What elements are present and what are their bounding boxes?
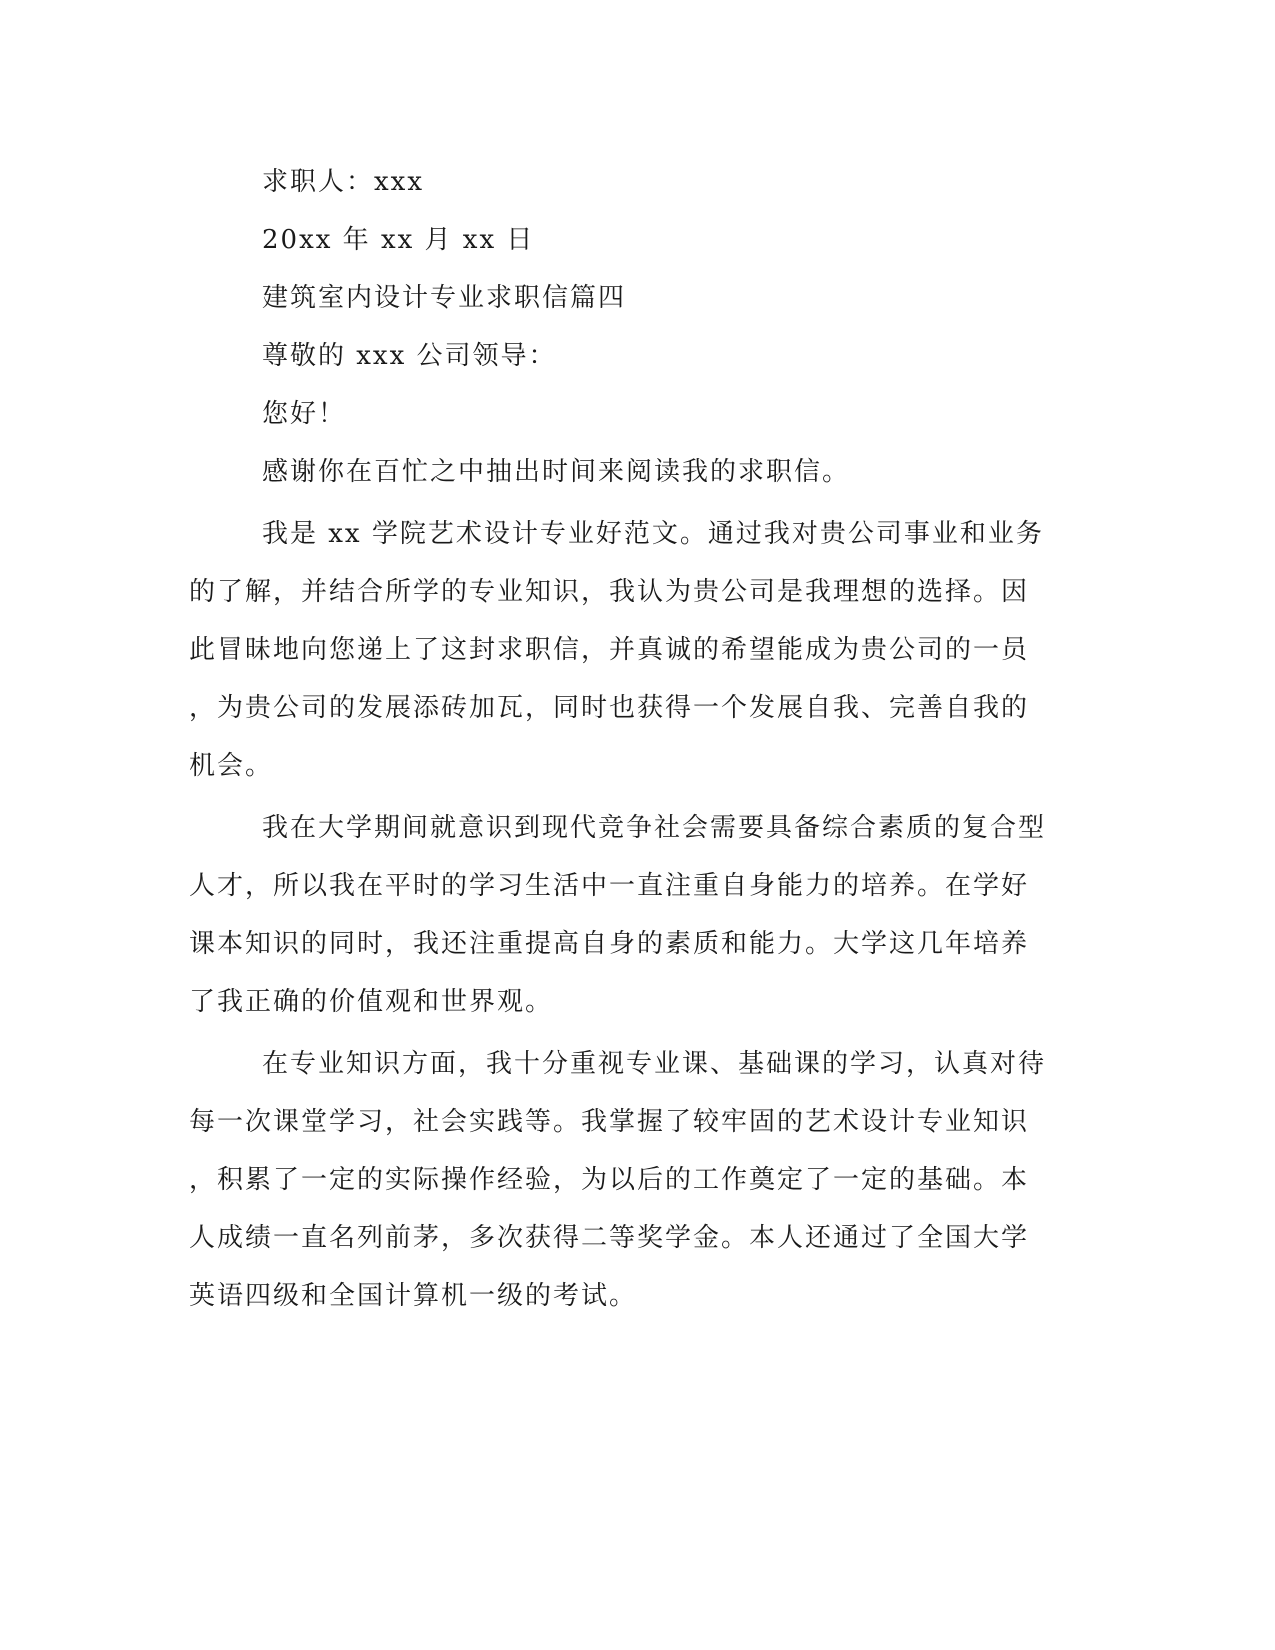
paragraph-line: 人才，所以我在平时的学习生活中一直注重自身能力的培养。在学好 bbox=[189, 871, 1030, 901]
paragraph-line: ，积累了一定的实际操作经验，为以后的工作奠定了一定的基础。本 bbox=[189, 1165, 1030, 1195]
paragraph-line: 人成绩一直名列前茅，多次获得二等奖学金。本人还通过了全国大学 bbox=[189, 1223, 1030, 1253]
paragraph-line: 每一次课堂学习，社会实践等。我掌握了较牢固的艺术设计专业知识 bbox=[189, 1107, 1030, 1137]
greeting-line: 您好！ bbox=[262, 399, 347, 429]
paragraph-line: 机会。 bbox=[189, 751, 274, 781]
paragraph-line: 我是 xx 学院艺术设计专业好范文。通过我对贵公司事业和业务 bbox=[262, 519, 1044, 549]
letter-heading: 建筑室内设计专业求职信篇四 bbox=[262, 283, 627, 313]
paragraph-line: 此冒昧地向您递上了这封求职信，并真诚的希望能成为贵公司的一员 bbox=[189, 635, 1030, 665]
thanks-line: 感谢你在百忙之中抽出时间来阅读我的求职信。 bbox=[262, 457, 851, 487]
paragraph-line: 了我正确的价值观和世界观。 bbox=[189, 987, 554, 1017]
applicant-line: 求职人：xxx bbox=[262, 167, 424, 197]
salutation-line: 尊敬的 xxx 公司领导： bbox=[262, 341, 557, 371]
paragraph-line: 在专业知识方面，我十分重视专业课、基础课的学习，认真对待 bbox=[262, 1049, 1047, 1079]
date-line: 20xx 年 xx 月 xx 日 bbox=[262, 225, 535, 255]
paragraph-line: 英语四级和全国计算机一级的考试。 bbox=[189, 1281, 638, 1311]
paragraph-line: 我在大学期间就意识到现代竞争社会需要具备综合素质的复合型 bbox=[262, 813, 1047, 843]
paragraph-line: 的了解，并结合所学的专业知识，我认为贵公司是我理想的选择。因 bbox=[189, 577, 1030, 607]
paragraph-line: ，为贵公司的发展添砖加瓦，同时也获得一个发展自我、完善自我的 bbox=[189, 693, 1030, 723]
paragraph-line: 课本知识的同时，我还注重提高自身的素质和能力。大学这几年培养 bbox=[189, 929, 1030, 959]
